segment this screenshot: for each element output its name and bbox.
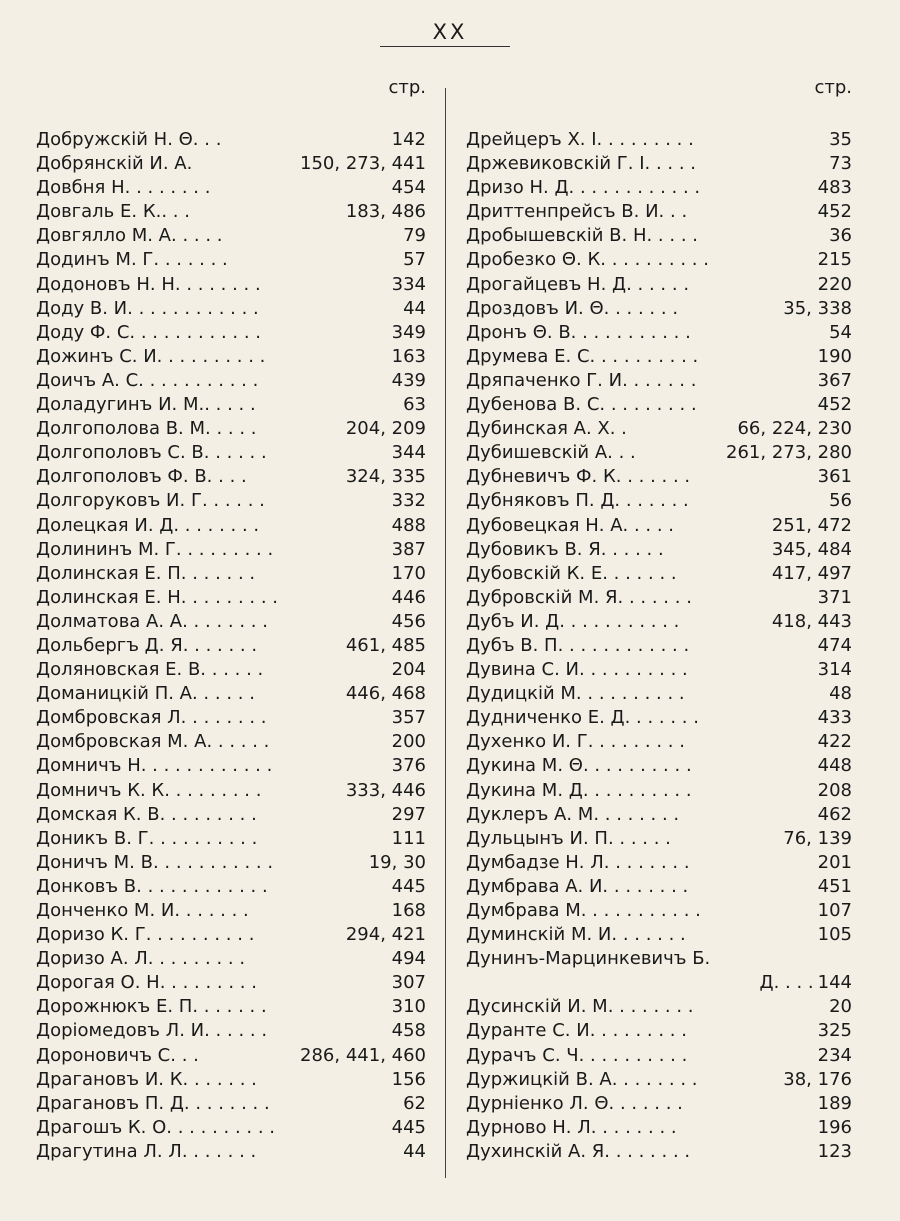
entry-pages: 57 bbox=[403, 249, 426, 271]
entry-name: Духенко И. Г. . . . . . . . . bbox=[466, 731, 685, 753]
index-entry bbox=[466, 538, 852, 562]
index-entry bbox=[36, 152, 426, 176]
entry-name: Духинскій А. Я. . . . . . . . bbox=[466, 1140, 691, 1162]
index-entry bbox=[36, 393, 426, 417]
entry-name: Дувина С. И. . . . . . . . . . bbox=[466, 659, 688, 681]
page-number: XX bbox=[432, 20, 468, 44]
entry-name: Дульцынъ И. П. . . . . . bbox=[466, 827, 671, 849]
index-entry bbox=[466, 176, 852, 200]
index-entry bbox=[466, 345, 852, 369]
index-entry bbox=[36, 947, 426, 971]
entry-name: Дубовецкая Н. А. . . . . bbox=[466, 514, 675, 536]
entry-pages: 446, 468 bbox=[345, 683, 426, 705]
entry-pages: 454 bbox=[391, 177, 426, 199]
entry-pages: 62 bbox=[403, 1092, 426, 1114]
entry-pages: 189 bbox=[817, 1092, 852, 1114]
entry-pages: 488 bbox=[391, 514, 426, 536]
entry-pages: 310 bbox=[391, 996, 426, 1018]
entry-name: Долинская Е. П. . . . . . . bbox=[36, 562, 256, 584]
entry-pages: 105 bbox=[817, 924, 852, 946]
entry-name: Доникъ В. Г. . . . . . . . . . bbox=[36, 827, 258, 849]
entry-name: Долецкая И. Д. . . . . . . . bbox=[36, 514, 260, 536]
index-entry bbox=[36, 417, 426, 441]
entry-pages: 170 bbox=[391, 562, 426, 584]
entry-name: Дуклеръ А. М. . . . . . . . bbox=[466, 803, 680, 825]
index-entry bbox=[466, 1044, 852, 1068]
entry-name: Дрогайцевъ Н. Д. . . . . . bbox=[466, 273, 690, 295]
entry-pages: 204 bbox=[391, 659, 426, 681]
index-entry bbox=[36, 1116, 426, 1140]
entry-pages: 196 bbox=[817, 1116, 852, 1138]
entry-name: Драгановъ П. Д. . . . . . . . bbox=[36, 1092, 270, 1114]
entry-pages: 48 bbox=[829, 683, 852, 705]
entry-name: Доду Ф. С. . . . . . . . . . . . bbox=[36, 321, 261, 343]
header-rule bbox=[380, 46, 510, 47]
index-entry bbox=[36, 803, 426, 827]
index-entry bbox=[466, 273, 852, 297]
index-entry bbox=[466, 899, 852, 923]
index-entry bbox=[36, 586, 426, 610]
entry-pages: 344 bbox=[391, 442, 426, 464]
entry-list bbox=[466, 128, 852, 1164]
entry-pages: 294, 421 bbox=[345, 924, 426, 946]
entry-pages: 76, 139 bbox=[783, 827, 852, 849]
entry-pages: 448 bbox=[817, 755, 852, 777]
entry-pages: 38, 176 bbox=[783, 1068, 852, 1090]
index-entry bbox=[36, 538, 426, 562]
index-entry bbox=[466, 947, 852, 971]
entry-pages: 333, 446 bbox=[345, 779, 426, 801]
index-entry bbox=[466, 152, 852, 176]
index-entry bbox=[466, 128, 852, 152]
index-entry bbox=[36, 658, 426, 682]
entry-pages: 44 bbox=[403, 297, 426, 319]
entry-pages: 204, 209 bbox=[345, 418, 426, 440]
index-entry bbox=[466, 562, 852, 586]
index-entry bbox=[466, 923, 852, 947]
entry-pages: 494 bbox=[391, 948, 426, 970]
entry-pages: 445 bbox=[391, 1116, 426, 1138]
entry-pages: 73 bbox=[829, 153, 852, 175]
index-entry bbox=[36, 610, 426, 634]
entry-name: Долгоруковъ И. Г. . . . . . bbox=[36, 490, 265, 512]
entry-name: Дубинская А. Х. . bbox=[466, 418, 627, 440]
entry-pages: 56 bbox=[829, 490, 852, 512]
entry-name: Дробезко Θ. К. . . . . . . . . . bbox=[466, 249, 709, 271]
entry-pages: 462 bbox=[817, 803, 852, 825]
index-entry bbox=[36, 827, 426, 851]
entry-name: Дудниченко Е. Д. . . . . . . bbox=[466, 707, 699, 729]
entry-pages: 220 bbox=[817, 273, 852, 295]
entry-name: Друмева Е. С. . . . . . . . . . bbox=[466, 345, 699, 367]
entry-pages: 456 bbox=[391, 610, 426, 632]
entry-pages: 123 bbox=[817, 1140, 852, 1162]
entry-pages: 433 bbox=[817, 707, 852, 729]
entry-pages: 446 bbox=[391, 586, 426, 608]
index-entry bbox=[36, 273, 426, 297]
entry-pages: 163 bbox=[391, 345, 426, 367]
index-entry bbox=[466, 1116, 852, 1140]
entry-name: Доичъ А. С. . . . . . . . . . . bbox=[36, 369, 259, 391]
entry-name: Дорогая О. Н. . . . . . . . . bbox=[36, 972, 257, 994]
index-entry bbox=[36, 1068, 426, 1092]
entry-name: Думбрава М. . . . . . . . . . . bbox=[466, 900, 701, 921]
index-entry bbox=[466, 586, 852, 610]
entry-name: Донковъ В. . . . . . . . . . . . bbox=[36, 875, 268, 897]
index-entry bbox=[36, 923, 426, 947]
index-entry bbox=[466, 779, 852, 803]
entry-pages: 201 bbox=[817, 851, 852, 873]
entry-name: Дряпаченко Г. И. . . . . . . bbox=[466, 369, 697, 391]
index-entry bbox=[36, 730, 426, 754]
entry-name: Дукина М. Θ. . . . . . . . . . bbox=[466, 755, 692, 777]
entry-name: Доріомедовъ Л. И. . . . . . bbox=[36, 1020, 268, 1042]
entry-pages: 144 bbox=[817, 972, 852, 994]
entry-pages: 417, 497 bbox=[771, 562, 852, 584]
entry-pages: 371 bbox=[817, 586, 852, 608]
index-entry bbox=[466, 875, 852, 899]
index-entry bbox=[36, 128, 426, 152]
entry-pages: 474 bbox=[817, 634, 852, 656]
entry-name: Долгополовъ Ф. В. . . . bbox=[36, 466, 247, 488]
index-entry bbox=[36, 345, 426, 369]
index-entry bbox=[466, 224, 852, 248]
entry-name: Дусинскій И. М. . . . . . . . bbox=[466, 996, 694, 1018]
entry-name: Доничъ М. В. . . . . . . . . . . bbox=[36, 851, 274, 873]
index-entry bbox=[466, 465, 852, 489]
entry-name: Долинская Е. Н. . . . . . . . . bbox=[36, 586, 279, 608]
entry-pages: 349 bbox=[391, 321, 426, 343]
entry-name: Дубовикъ В. Я. . . . . . bbox=[466, 538, 664, 560]
entry-pages: 107 bbox=[817, 900, 852, 921]
entry-name: Долматова А. А. . . . . . . . bbox=[36, 610, 268, 632]
index-entry bbox=[36, 1019, 426, 1043]
index-entry bbox=[466, 441, 852, 465]
index-entry bbox=[36, 706, 426, 730]
entry-name: Домничъ Н. . . . . . . . . . . . bbox=[36, 755, 273, 777]
entry-name: Дриттенпрейсъ В. И. . . bbox=[466, 201, 688, 223]
entry-pages: 439 bbox=[391, 369, 426, 391]
index-entry bbox=[466, 995, 852, 1019]
index-entry bbox=[36, 441, 426, 465]
entry-name: Дроздовъ И. Θ. . . . . . . bbox=[466, 297, 679, 319]
index-entry bbox=[36, 200, 426, 224]
entry-name: Домбровская Л. . . . . . . . bbox=[36, 707, 267, 729]
entry-pages: 261, 273, 280 bbox=[726, 442, 852, 464]
entry-name: Дризо Н. Д. . . . . . . . . . . . bbox=[466, 177, 701, 199]
column-label: стр. bbox=[814, 77, 852, 98]
entry-name: Дубняковъ П. Д. . . . . . . bbox=[466, 490, 689, 512]
index-entry bbox=[466, 610, 852, 634]
entry-name: Думбадзе Н. Л. . . . . . . . bbox=[466, 851, 690, 873]
entry-pages: 234 bbox=[817, 1044, 852, 1066]
entry-pages: 208 bbox=[817, 779, 852, 801]
index-entry bbox=[466, 682, 852, 706]
entry-name: Драгутина Л. Л. . . . . . . bbox=[36, 1140, 257, 1162]
entry-pages: 324, 335 bbox=[345, 466, 426, 488]
index-entry bbox=[36, 562, 426, 586]
entry-pages: 452 bbox=[817, 201, 852, 223]
entry-name: Доладугинъ И. М.. . . . . bbox=[36, 394, 256, 416]
entry-name: Довгаль Е. К.. . . bbox=[36, 201, 190, 223]
index-entry bbox=[466, 321, 852, 345]
entry-name: Драгановъ И. К. . . . . . . bbox=[36, 1068, 257, 1090]
entry-name: Драгошъ К. О. . . . . . . . . . bbox=[36, 1116, 276, 1138]
entry-name: Доманицкій П. А. . . . . . bbox=[36, 683, 255, 705]
index-entry bbox=[466, 514, 852, 538]
entry-pages: 376 bbox=[391, 755, 426, 777]
entry-name: Дубъ И. Д. . . . . . . . . . . bbox=[466, 610, 680, 632]
entry-name: Дубовскій К. Е. . . . . . . bbox=[466, 562, 677, 584]
entry-pages: 183, 486 bbox=[345, 201, 426, 223]
entry-name: Долгополовъ С. В. . . . . . bbox=[36, 442, 267, 464]
entry-name: Домская К. В. . . . . . . . . bbox=[36, 803, 257, 825]
entry-name: Дубровскій М. Я. . . . . . . bbox=[466, 586, 692, 608]
entry-pages: 54 bbox=[829, 321, 852, 343]
entry-name: Доризо К. Г. . . . . . . . . . bbox=[36, 924, 255, 946]
index-entry bbox=[36, 1140, 426, 1164]
index-entry bbox=[466, 297, 852, 321]
index-entry bbox=[466, 730, 852, 754]
entry-name: Додоновъ Н. Н. . . . . . . . bbox=[36, 273, 261, 295]
index-entry bbox=[466, 971, 852, 995]
entry-pages: 345, 484 bbox=[771, 538, 852, 560]
entry-name: Дубневичъ Ф. К. . . . . . . bbox=[466, 466, 691, 488]
entry-pages: 44 bbox=[403, 1140, 426, 1162]
entry-name: Долгополова В. М. . . . . bbox=[36, 418, 257, 440]
entry-name: Дуржицкій В. А. . . . . . . . bbox=[466, 1068, 698, 1090]
index-entry bbox=[36, 514, 426, 538]
entry-pages: 35, 338 bbox=[783, 297, 852, 319]
index-entry bbox=[36, 875, 426, 899]
index-entry bbox=[466, 827, 852, 851]
index-entry bbox=[36, 779, 426, 803]
index-entry bbox=[36, 489, 426, 513]
index-entry bbox=[466, 489, 852, 513]
entry-pages: 156 bbox=[391, 1068, 426, 1090]
entry-name: Долининъ М. Г. . . . . . . . . bbox=[36, 538, 274, 560]
entry-name: Дудицкій М. . . . . . . . . . bbox=[466, 683, 685, 705]
entry-name: Добрянскій И. А. bbox=[36, 153, 193, 175]
entry-pages: 35 bbox=[829, 129, 852, 150]
entry-name: Дурніенко Л. Θ. . . . . . . bbox=[466, 1092, 683, 1114]
entry-pages: 111 bbox=[391, 827, 426, 849]
index-entry bbox=[36, 176, 426, 200]
index-entry bbox=[36, 224, 426, 248]
entry-name: Думинскій М. И. . . . . . . bbox=[466, 924, 686, 946]
index-column-left bbox=[36, 76, 426, 1164]
entry-pages: 314 bbox=[817, 659, 852, 681]
entry-name: Држевиковскій Г. I. . . . . bbox=[466, 153, 696, 175]
entry-pages: 297 bbox=[391, 803, 426, 825]
entry-name: Д. . . . bbox=[759, 972, 814, 994]
entry-name: Дубенова В. С. . . . . . . . . bbox=[466, 394, 697, 416]
entry-pages: 445 bbox=[391, 875, 426, 897]
index-entry bbox=[466, 417, 852, 441]
entry-name: Дурачъ С. Ч. . . . . . . . . . bbox=[466, 1044, 688, 1066]
column-label: стр. bbox=[388, 77, 426, 98]
entry-name: Дольбергъ Д. Я. . . . . . . bbox=[36, 634, 258, 656]
index-entry bbox=[36, 321, 426, 345]
entry-list bbox=[36, 128, 426, 1164]
index-entry bbox=[36, 369, 426, 393]
entry-pages: 458 bbox=[391, 1020, 426, 1042]
index-entry bbox=[466, 369, 852, 393]
entry-name: Домничъ К. К. . . . . . . . . bbox=[36, 779, 262, 801]
index-entry bbox=[466, 1068, 852, 1092]
column-divider bbox=[445, 88, 446, 1178]
entry-pages: 307 bbox=[391, 972, 426, 994]
index-entry bbox=[466, 200, 852, 224]
entry-name: Дожинъ С. И. . . . . . . . . . bbox=[36, 345, 266, 367]
entry-name: Дубъ В. П. . . . . . . . . . . . bbox=[466, 634, 690, 656]
entry-pages: 451 bbox=[817, 875, 852, 897]
index-entry bbox=[466, 851, 852, 875]
entry-pages: 422 bbox=[817, 731, 852, 753]
entry-pages: 325 bbox=[817, 1020, 852, 1042]
entry-name: Додинъ М. Г. . . . . . . bbox=[36, 249, 228, 271]
entry-name: Дороновичъ С. . . bbox=[36, 1044, 199, 1066]
entry-name: Довбня Н. . . . . . . . bbox=[36, 177, 211, 199]
index-entry bbox=[466, 803, 852, 827]
entry-pages: 483 bbox=[817, 177, 852, 199]
index-entry bbox=[36, 899, 426, 923]
entry-pages: 36 bbox=[829, 225, 852, 247]
index-entry bbox=[36, 995, 426, 1019]
index-entry bbox=[36, 851, 426, 875]
entry-pages: 357 bbox=[391, 707, 426, 729]
entry-pages: 215 bbox=[817, 249, 852, 271]
index-entry bbox=[36, 1092, 426, 1116]
entry-name: Дуранте С. И. . . . . . . . . bbox=[466, 1020, 687, 1042]
entry-name: Домбровская М. А. . . . . . bbox=[36, 731, 270, 753]
index-entry bbox=[36, 1044, 426, 1068]
entry-pages: 332 bbox=[391, 490, 426, 512]
index-entry bbox=[36, 465, 426, 489]
entry-pages: 79 bbox=[403, 225, 426, 247]
entry-name: Доляновская Е. В. . . . . . bbox=[36, 659, 264, 681]
entry-pages: 452 bbox=[817, 394, 852, 416]
entry-name: Доду В. И. . . . . . . . . . . . bbox=[36, 297, 259, 319]
index-entry bbox=[466, 754, 852, 778]
index-entry bbox=[466, 1019, 852, 1043]
entry-pages: 200 bbox=[391, 731, 426, 753]
entry-name: Думбрава А. И. . . . . . . . bbox=[466, 875, 689, 897]
index-entry bbox=[36, 634, 426, 658]
entry-pages: 150, 273, 441 bbox=[300, 153, 426, 175]
index-entry bbox=[36, 297, 426, 321]
entry-pages: 251, 472 bbox=[771, 514, 852, 536]
entry-pages: 461, 485 bbox=[345, 634, 426, 656]
entry-pages: 387 bbox=[391, 538, 426, 560]
entry-pages: 142 bbox=[391, 129, 426, 150]
index-entry bbox=[466, 1092, 852, 1116]
entry-name: Дронъ Θ. В. . . . . . . . . . . bbox=[466, 321, 691, 343]
index-column-right bbox=[466, 76, 852, 1164]
entry-name: Дробышевскій В. Н. . . . . bbox=[466, 225, 698, 247]
entry-name: Дрейцеръ Х. I. . . . . . . . . bbox=[466, 129, 694, 150]
entry-pages: 361 bbox=[817, 466, 852, 488]
entry-pages: 367 bbox=[817, 369, 852, 391]
entry-name: Дорожнюкъ Е. П. . . . . . . bbox=[36, 996, 267, 1018]
index-entry bbox=[36, 682, 426, 706]
index-entry bbox=[466, 706, 852, 730]
entry-pages: 63 bbox=[403, 394, 426, 416]
entry-pages: 20 bbox=[829, 996, 852, 1018]
index-entry bbox=[466, 1140, 852, 1164]
entry-name: Дурново Н. Л. . . . . . . . bbox=[466, 1116, 677, 1138]
entry-name: Дубишевскій А. . . bbox=[466, 442, 636, 464]
entry-name: Дунинъ-Марцинкевичъ Б. bbox=[466, 948, 711, 970]
index-entry bbox=[466, 658, 852, 682]
index-entry bbox=[466, 248, 852, 272]
entry-name: Добружскій Н. Θ. . . bbox=[36, 129, 222, 150]
entry-pages: 66, 224, 230 bbox=[737, 418, 852, 440]
entry-pages: 418, 443 bbox=[771, 610, 852, 632]
index-entry bbox=[36, 248, 426, 272]
index-entry bbox=[466, 393, 852, 417]
entry-name: Донченко М. И. . . . . . . bbox=[36, 900, 249, 921]
index-entry bbox=[466, 634, 852, 658]
entry-pages: 190 bbox=[817, 345, 852, 367]
entry-name: Доризо А. Л. . . . . . . . . bbox=[36, 948, 246, 970]
index-entry bbox=[36, 754, 426, 778]
index-entry bbox=[36, 971, 426, 995]
entry-name: Дукина М. Д. . . . . . . . . . bbox=[466, 779, 692, 801]
entry-name: Довгялло М. А. . . . . bbox=[36, 225, 223, 247]
entry-pages: 19, 30 bbox=[368, 851, 426, 873]
entry-pages: 168 bbox=[391, 900, 426, 921]
entry-pages: 334 bbox=[391, 273, 426, 295]
entry-pages: 286, 441, 460 bbox=[300, 1044, 426, 1066]
